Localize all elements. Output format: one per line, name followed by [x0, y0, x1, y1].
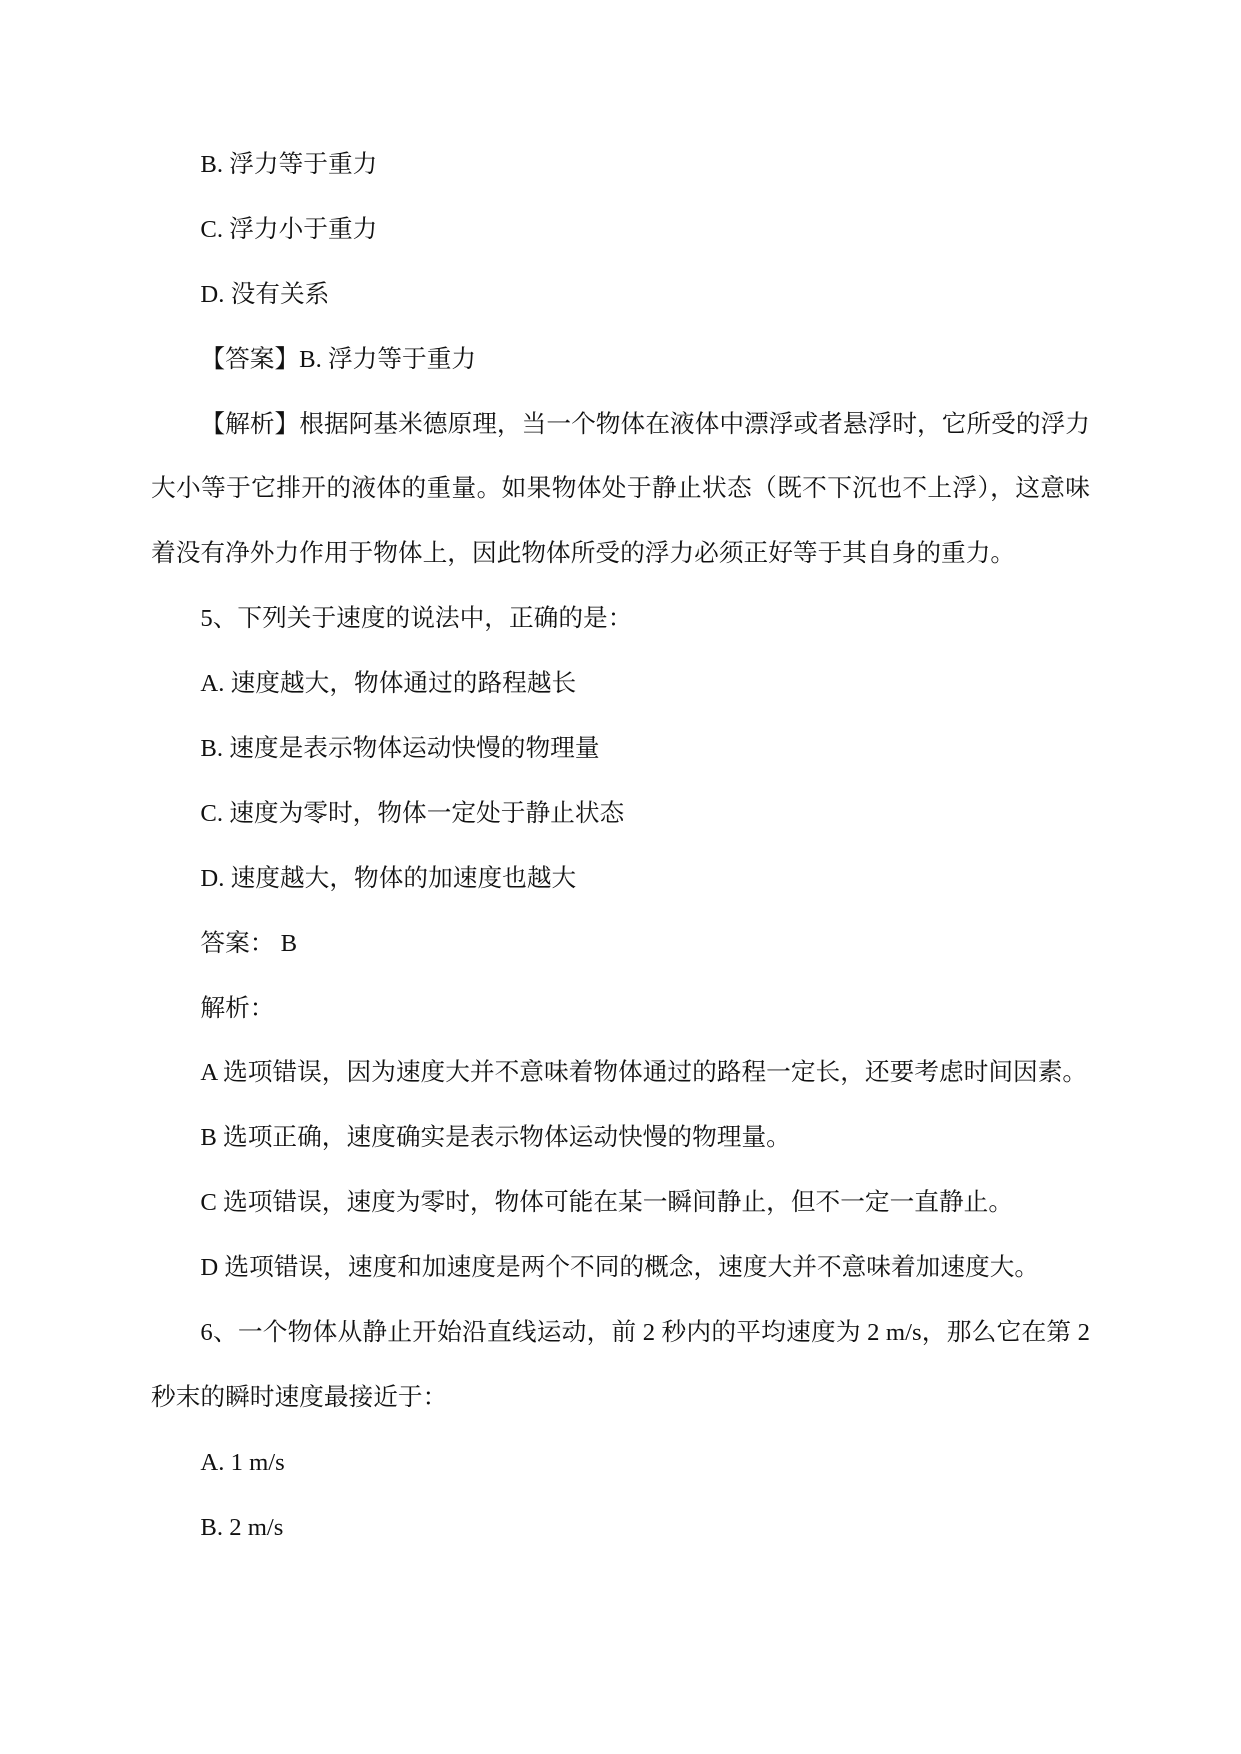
- q5-stem: 5、下列关于速度的说法中，正确的是：: [200, 605, 633, 633]
- q6-stem-line: 6、一个物体从静止开始沿直线运动，前 2 秒内的平均速度为 2 m/s，那么它在第 2: [200, 1319, 1090, 1347]
- q5-option-a: A. 速度越大，物体通过的路程越长: [200, 670, 577, 698]
- q5-option-b: B. 速度是表示物体运动快慢的物理量: [200, 735, 600, 763]
- q5-analysis-label: 解析：: [200, 994, 275, 1022]
- q5-option-d: D. 速度越大，物体的加速度也越大: [200, 864, 577, 892]
- q4-option-c: C. 浮力小于重力: [200, 215, 378, 243]
- q5-analysis-line: D 选项错误，速度和加速度是两个不同的概念，速度大并不意味着加速度大。: [200, 1254, 1040, 1282]
- q6-option-b: B. 2 m/s: [200, 1513, 284, 1541]
- q4-analysis-line: 着没有净外力作用于物体上，因此物体所受的浮力必须正好等于其自身的重力。: [151, 540, 1016, 568]
- q4-option-d: D. 没有关系: [200, 280, 330, 308]
- q4-analysis-line: 【解析】根据阿基米德原理，当一个物体在液体中漂浮或者悬浮时，它所受的浮力: [200, 410, 1090, 438]
- q4-analysis-line: 大小等于它排开的液体的重量。如果物体处于静止状态（既不下沉也不上浮），这意味: [151, 475, 1090, 503]
- q5-option-c: C. 速度为零时，物体一定处于静止状态: [200, 799, 625, 827]
- q4-option-b: B. 浮力等于重力: [200, 151, 378, 178]
- q4-answer: 【答案】B. 浮力等于重力: [200, 345, 477, 373]
- q5-analysis-line: C 选项错误，速度为零时，物体可能在某一瞬间静止，但不一定一直静止。: [200, 1189, 1014, 1217]
- q5-answer: 答案： B: [200, 929, 298, 957]
- q5-analysis-line: B 选项正确，速度确实是表示物体运动快慢的物理量。: [200, 1124, 791, 1152]
- document-body: [151, 133, 1090, 1561]
- q5-analysis-line: A 选项错误，因为速度大并不意味着物体通过的路程一定长，还要考虑时间因素。: [200, 1059, 1088, 1087]
- q6-stem-line: 秒末的瞬时速度最接近于：: [151, 1383, 448, 1411]
- q6-option-a: A. 1 m/s: [200, 1448, 285, 1476]
